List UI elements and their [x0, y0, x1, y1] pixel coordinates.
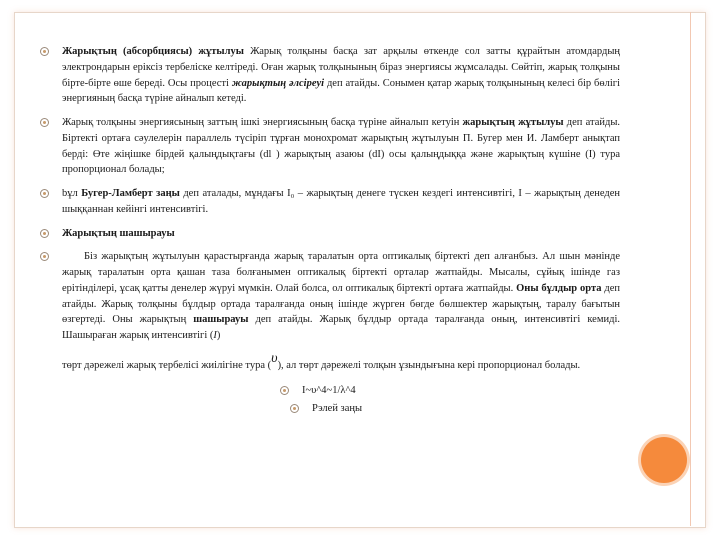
- paragraph-scattering: Біз жарықтың жұтылуын қарастырғанда жарық таралатын орта оптикалық біртекті деп алғанбыз. Ал шын мәнінде жарық таралатын орта қашан таза болғанымен оптикалық біртекті орталар жатпайды. Мысалы, сұйық ішінде газ ерітінділері, ұсақ қатты денелер жүруі мүмкін. Олай болса, ол оптикалық біртекті ортаға жатпайды. Оны бұлдыр орта деп атайды. Жарық толқыны бұлдыр ортада таралғанда оның ішінде жүрген бөгде бөлшектер жарықтың, таралу бағытын өзгертеді. Оны жарықтың шашырауы деп атайды. Жарық бұлдыр ортада таралғанда оның, интенсивтігі кемиді. Шашыраған жарық интенсивтігі (I): [40, 249, 620, 344]
- term-turbid-medium: Оны бұлдыр орта: [516, 282, 602, 294]
- term-scattering: шашырауы: [193, 314, 249, 326]
- paragraph-rayleigh-tail: төрт дәрежелі жарық тербелісі жиілігіне тура (υ), ал төрт дәрежелі толқын ұзындығына кері пропорционал болады.: [62, 350, 581, 371]
- decorative-orange-circle: [641, 437, 687, 483]
- bullet-icon: [40, 118, 49, 127]
- upsilon-symbol: υ: [271, 350, 278, 366]
- term-scattering-heading: Жарықтың шашырауы: [62, 227, 175, 239]
- bullet-icon: [40, 229, 49, 238]
- bullet-icon: [280, 386, 289, 395]
- slide-content: [40, 44, 620, 418]
- paragraph-absorption: Жарықтың (абсорбциясы) жұтылуы Жарық толқыны басқа зат арқылы өткенде сол затты құрайтын атомдардың электрондарын еріксіз тербеліске келтіреді. Оған жарық толқынының біраз энергиясы жұмсалады. Сөйтіп, жарық толқыны бірте-бірте өше береді. Осы процесті жарықтың әлсіреуі деп атайды. Сонымен қатар жарық толқынының келесі бір бөлігі энергияның басқа түріне айналып кетеді.: [40, 44, 620, 107]
- heading-scattering: [40, 226, 620, 242]
- term-attenuation: жарықтың әлсіреуі: [231, 77, 325, 89]
- term-bouguer-lambert-law: Бугер-Ламберт заңы: [81, 188, 180, 199]
- paragraph-energy-conversion: Жарық толқыны энергиясының заттың ішкі энергиясының басқа түріне айналып кетуін жарықтың жұтылуы деп атайды. Біртекті ортаға сәулелерін параллель түсіріп тұрған монохромат жарықтың жұтылуын П. Бугер мен И. Ламберт анықтап берді: Өте жіңішке бірдей қалыңдықтағы (dl ) жарықтың азаюы (dI) осы қалыңдыққа және жарықтың күшіне (I) тура пропорционал болады;: [40, 115, 620, 178]
- formula-item-rayleigh-law: Рэлей заңы: [290, 401, 620, 417]
- formula-list: [280, 383, 620, 417]
- bullet-icon: [40, 47, 49, 56]
- formula-item-rayleigh-formula: I~υ^4~1/λ^4: [280, 383, 620, 399]
- term-absorption: Жарықтың (абсорбциясы) жұтылуы: [62, 46, 244, 57]
- bullet-icon: [290, 404, 299, 413]
- term-light-absorption: жарықтың жұтылуы: [462, 117, 564, 128]
- paragraph-bouguer-lambert: bұл Бугер-Ламберт заңы деп аталады, мұндағы I₀ – жарықтың денеге түскен кездегі интенсивтігі, I – жарықтың денеден шыққаннан кейінгі интенсивтігі.: [40, 186, 620, 218]
- bullet-icon: [40, 252, 49, 261]
- bullet-icon: [40, 189, 49, 198]
- frame-accent-line: [690, 12, 691, 526]
